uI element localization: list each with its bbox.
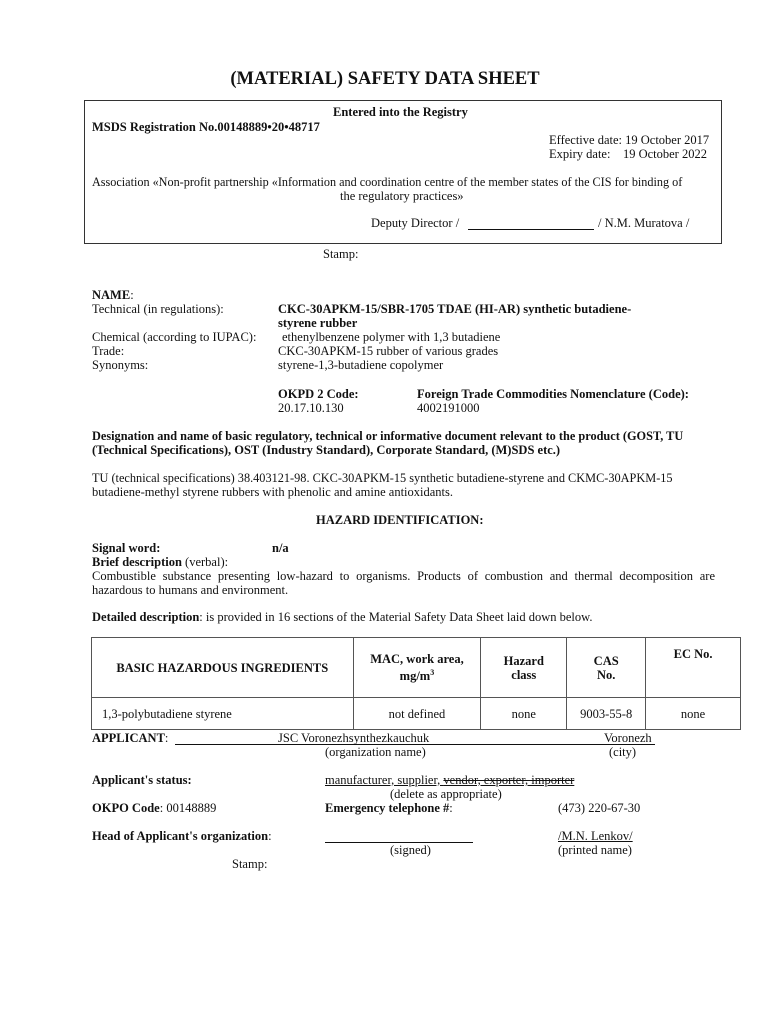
- emergency-telephone-label: Emergency telephone #:: [325, 801, 453, 815]
- city-caption: (city): [609, 745, 637, 759]
- association-line-1: Association «Non-profit partnership «Information and coordination centre of the member states of the CIS for binding of: [92, 175, 683, 189]
- okpo-code: OKPO Code: 00148889: [92, 801, 217, 815]
- ftcn-value: 4002191000: [417, 401, 480, 415]
- document-title: (MATERIAL) SAFETY DATA SHEET: [230, 69, 540, 89]
- deputy-director-label: Deputy Director /: [371, 216, 460, 230]
- detailed-description: Detailed description: is provided in 16 sections of the Material Safety Data Sheet laid down below.: [92, 610, 593, 624]
- cell-mac: not defined: [353, 698, 481, 730]
- applicant-status-label: Applicant's status:: [92, 773, 192, 787]
- applicant-status-value: manufacturer, supplier, vendor, exporter, importer: [325, 773, 575, 787]
- signed-caption: (signed): [390, 843, 431, 857]
- head-printed-name: /M.N. Lenkov/: [558, 829, 633, 843]
- synonyms-label: Synonyms:: [92, 358, 149, 372]
- cell-hazard-class: none: [481, 698, 567, 730]
- table-header-row: [92, 638, 741, 698]
- applicant-org-name: JSC Voronezhsynthezkauchuk: [278, 731, 430, 745]
- expiry-date: Expiry date: 19 October 2022: [549, 147, 707, 161]
- okpd-label: OKPD 2 Code:: [278, 387, 359, 401]
- designation-heading-line-2: (Technical Specifications), OST (Industry Standard), Corporate Standard, (M)SDS etc.): [92, 443, 561, 457]
- cell-ec: none: [646, 698, 741, 730]
- designation-text-line-2: butadiene-methyl styrene rubbers with phenolic and amine antioxidants.: [92, 485, 454, 499]
- okpd-value: 20.17.10.130: [278, 401, 344, 415]
- signal-word-value: n/a: [272, 541, 289, 555]
- header-mac: MAC, work area, $mg/m^3$: [353, 638, 481, 698]
- status-caption: (delete as appropriate): [390, 787, 502, 801]
- registry-entered: Entered into the Registry: [333, 105, 468, 119]
- header-ingredients: BASIC HAZARDOUS INGREDIENTS: [92, 638, 354, 698]
- technical-value-line-2: styrene rubber: [278, 316, 358, 330]
- applicant-stamp: Stamp:: [232, 857, 268, 871]
- applicant-label: APPLICANT:: [92, 731, 169, 745]
- technical-label: Technical (in regulations):: [92, 302, 224, 316]
- designation-heading-line-1: Designation and name of basic regulatory, technical or informative document relevant to the product (GOST, TU: [92, 429, 684, 443]
- chemical-label: Chemical (according to IUPAC):: [92, 330, 257, 344]
- msds-registration-number: MSDS Registration No.00148889•20•48717: [92, 120, 320, 134]
- deputy-director-name: / N.M. Muratova /: [598, 216, 690, 230]
- effective-date: Effective date: 19 October 2017: [549, 133, 710, 147]
- table-row: [92, 698, 741, 730]
- signal-word-label: Signal word:: [92, 541, 161, 555]
- applicant-city: Voronezh: [604, 731, 652, 745]
- name-heading: NAME:: [92, 288, 134, 302]
- trade-value: CKC-30APKM-15 rubber of various grades: [278, 344, 499, 358]
- hazard-heading: HAZARD IDENTIFICATION:: [316, 513, 484, 527]
- cell-ingredient-name: 1,3-polybutadiene styrene: [92, 698, 354, 730]
- cell-cas: 9003-55-8: [567, 698, 646, 730]
- header-ec: EC No.: [646, 638, 741, 698]
- association-line-2: the regulatory practices»: [340, 189, 464, 203]
- chemical-value: ethenylbenzene polymer with 1,3 butadiene: [282, 330, 501, 344]
- printed-name-caption: (printed name): [558, 843, 632, 857]
- brief-description-label: Brief description (verbal):: [92, 555, 229, 569]
- deputy-signature-line: [468, 216, 594, 230]
- header-hazard-class: Hazard class: [481, 638, 567, 698]
- trade-label: Trade:: [92, 344, 125, 358]
- ftcn-label: Foreign Trade Commodities Nomenclature (Code):: [417, 387, 689, 401]
- technical-value-line-1: CKC-30APKM-15/SBR-1705 TDAE (HI-AR) synthetic butadiene-: [278, 302, 632, 316]
- head-of-organization-label: Head of Applicant's organization:: [92, 829, 272, 843]
- synonyms-value: styrene-1,3-butadiene copolymer: [278, 358, 444, 372]
- head-signature-line: [325, 829, 473, 843]
- header-cas: CAS No.: [567, 638, 646, 698]
- brief-description-text: Combustible substance presenting low-hazard to organisms. Products of combustion and thermal decomposition are hazardous to humans and environment.: [92, 569, 715, 597]
- emergency-telephone-value: (473) 220-67-30: [558, 801, 641, 815]
- org-name-caption: (organization name): [325, 745, 426, 759]
- designation-text-line-1: TU (technical specifications) 38.403121-98. CKC-30APKM-15 synthetic butadiene-styrene and CKMC-30APKM-15: [92, 471, 673, 485]
- registry-stamp: Stamp:: [323, 247, 359, 261]
- ingredients-table: [91, 637, 741, 730]
